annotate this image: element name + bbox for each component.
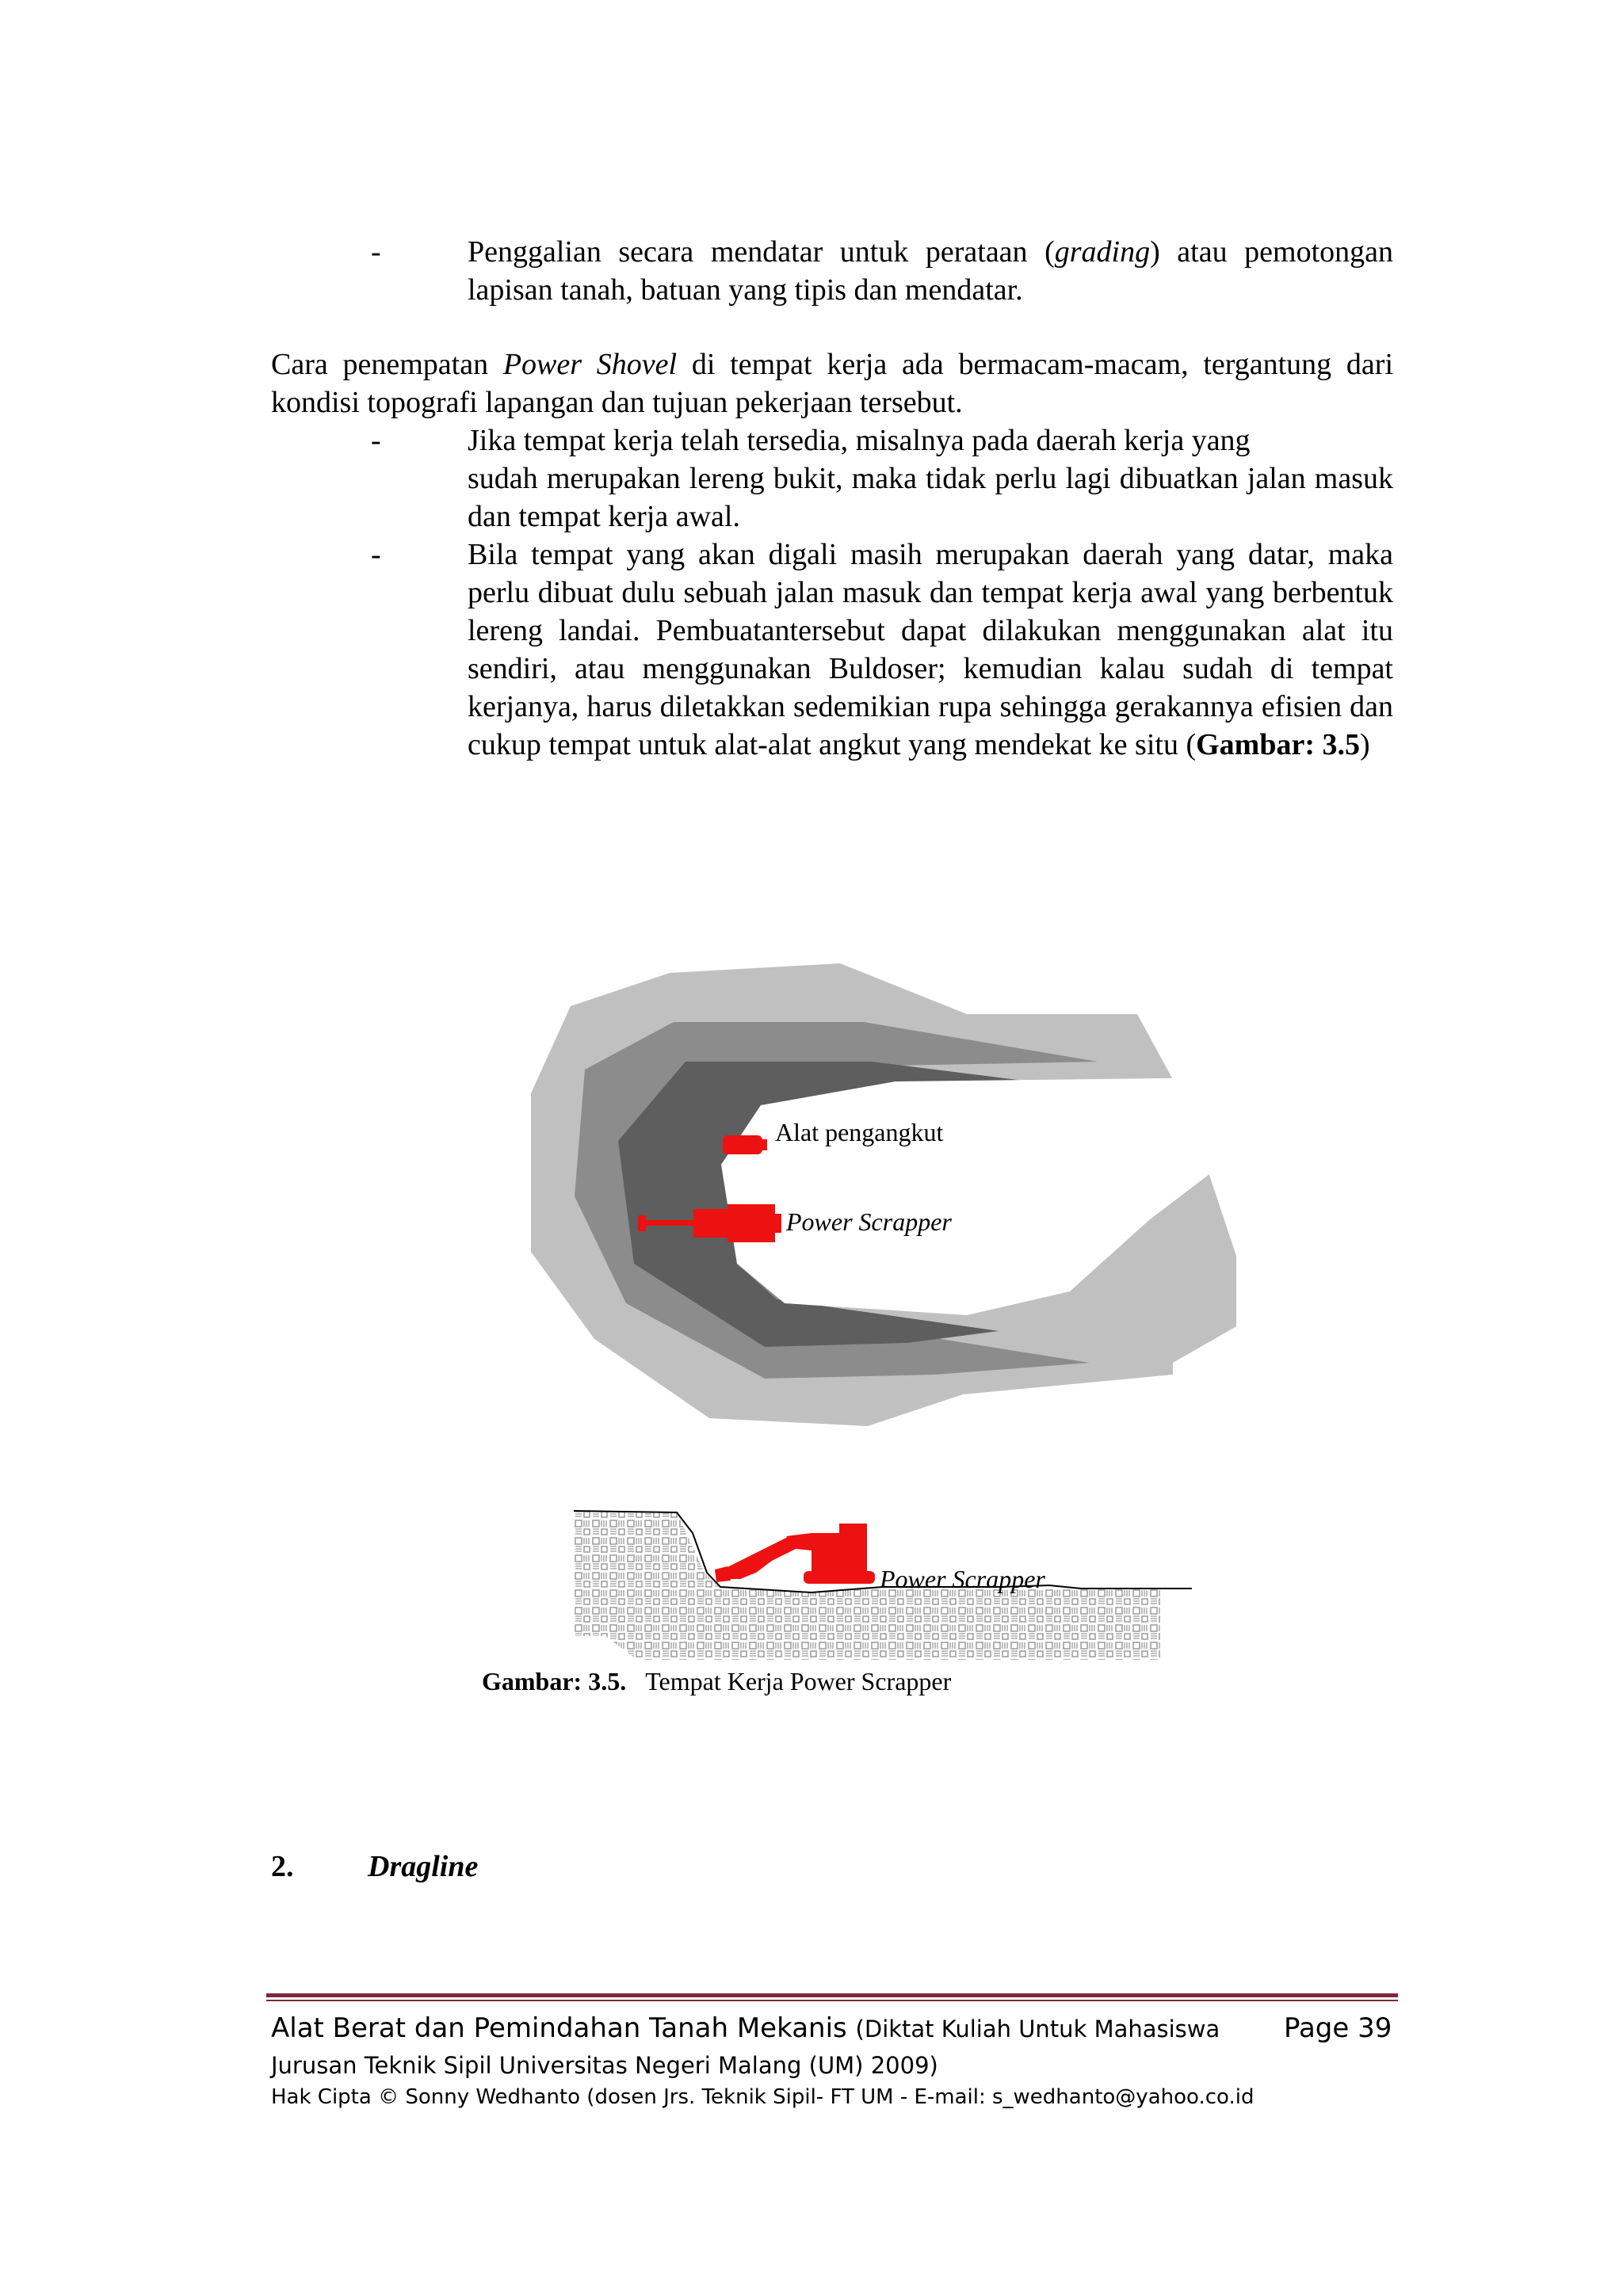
- label-hauler: Alat pengangkut: [775, 1118, 944, 1146]
- italic-term: grading: [1054, 235, 1151, 269]
- text-span: di tempat kerja ada bermacam-macam, tergantung dari kondisi topografi lapangan dan tujuan pekerjaan tersebut.: [271, 348, 1394, 419]
- footer-line-3: Hak Cipta © Sonny Wedhanto (dosen Jrs. Teknik Sipil- FT UM - E-mail: s_wedhanto@yahoo.co.id: [271, 2085, 1254, 2109]
- section-heading: [271, 1849, 478, 1884]
- footer-rule-thick: [266, 1993, 1398, 1997]
- caption-text: Tempat Kerja Power Scrapper: [645, 1667, 952, 1695]
- text-span: ) atau pemotongan lapisan tanah, batuan yang tipis dan mendatar.: [468, 235, 1393, 307]
- bullet-line: Jika tempat kerja telah tersedia, misalnya pada daerah kerja yang: [468, 424, 1251, 457]
- italic-term: Power Shovel: [502, 348, 678, 381]
- text-span: ): [1359, 728, 1370, 761]
- text-span: Cara penempatan: [271, 348, 503, 381]
- text-span: Bila tempat yang akan digali masih merupakan daerah yang datar, maka perlu dibuat dulu sebuah jalan masuk dan tempat kerja awal yang berbentuk lereng landai. Pembuatantersebut dapat dilakukan menggunakan alat itu sendiri, atau menggunakan Buldoser; kemudian kalau sudah di tempat kerjanya, harus diletakkan sedemikian rupa sehingga gerakannya efisien dan cukup tempat untuk alat-alat angkut yang mendekat ke situ (: [468, 538, 1393, 761]
- footer-line-2: Jurusan Teknik Sipil Universitas Negeri Malang (UM) 2009): [271, 2052, 938, 2079]
- bullet-paragraph-grading: [468, 233, 1393, 309]
- cross-section-figure: [574, 1501, 1192, 1660]
- excavator-side-icon: [715, 1524, 875, 1584]
- figure-reference: Gambar: 3.5: [1196, 728, 1360, 761]
- bullet-dash: -: [371, 538, 381, 571]
- paragraph-placement: [271, 345, 1393, 421]
- figure-power-scrapper: [523, 951, 1236, 1505]
- page-number: Page 39: [1284, 2012, 1392, 2044]
- hauler-icon: [723, 1135, 767, 1154]
- footer-line-1: [271, 2012, 1220, 2044]
- footer-rule-thin: [266, 2000, 1398, 2001]
- footer-book-title: Alat Berat dan Pemindahan Tanah Mekanis: [271, 2012, 856, 2044]
- section-title: Dragline: [368, 1850, 479, 1883]
- bullet-dash: -: [371, 424, 381, 457]
- label-scrapper-side: Power Scrapper: [880, 1565, 1045, 1593]
- figure-caption: [482, 1667, 951, 1696]
- bullet-paragraph-existing-site: [468, 421, 1393, 536]
- bullet-dash: -: [371, 235, 381, 269]
- text-span: Penggalian secara mendatar untuk perataan (: [468, 235, 1055, 269]
- bullet-rest: sudah merupakan lereng bukit, maka tidak perlu lagi dibuatkan jalan masuk dan tempat kerja awal.: [468, 462, 1393, 533]
- bullet-paragraph-flat-site: [468, 536, 1393, 764]
- footer-subtitle: (Diktat Kuliah Untuk Mahasiswa: [855, 2016, 1220, 2042]
- caption-label: Gambar: 3.5.: [482, 1667, 627, 1695]
- label-scrapper-top: Power Scrapper: [786, 1207, 952, 1236]
- section-number: 2.: [271, 1850, 294, 1883]
